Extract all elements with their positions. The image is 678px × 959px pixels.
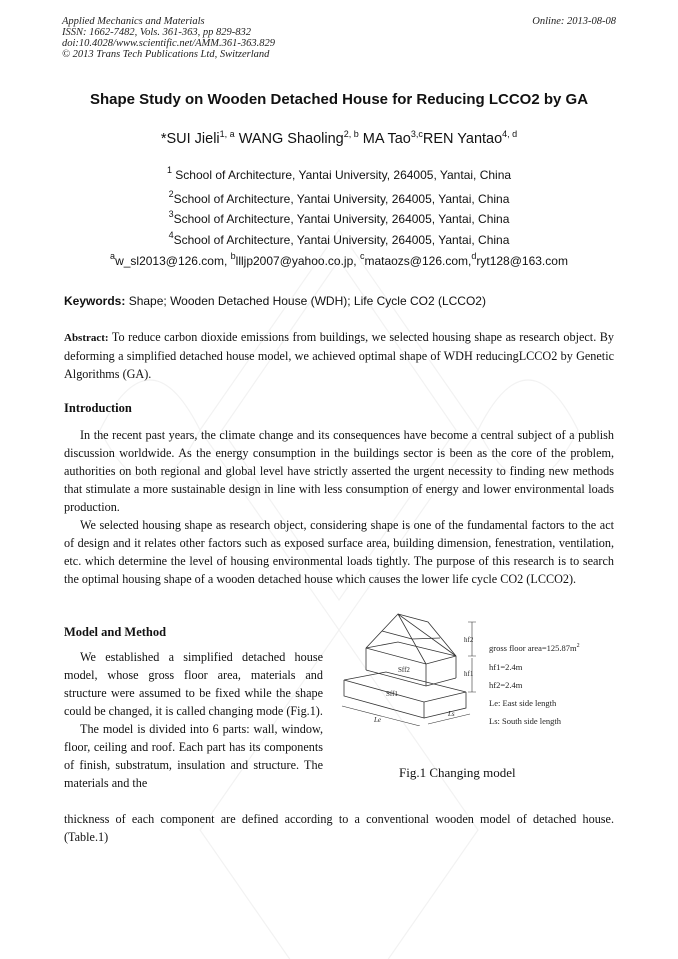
le-label: Le bbox=[374, 716, 381, 724]
email-sup: d bbox=[471, 251, 477, 261]
email-line bbox=[0, 251, 678, 268]
doi-line: doi:10.4028/www.scientific.net/AMM.361-363.829 bbox=[62, 38, 275, 49]
affiliation-text: School of Architecture, Yantai University, 264005, Yantai, China bbox=[175, 168, 512, 182]
ls-label: Ls bbox=[448, 710, 455, 718]
email-sup: b bbox=[230, 251, 236, 261]
author-name: REN Yantao bbox=[422, 131, 503, 147]
email-link[interactable]: w_sl2013@126.com, bbox=[115, 254, 228, 268]
affiliation-sup: 2 bbox=[168, 189, 174, 199]
keywords-label: Keywords: bbox=[64, 294, 126, 308]
legend-le: Le: East side length bbox=[489, 698, 557, 708]
paragraph: We established a simplified detached house model, whose gross floor area, materials and structure were assumed to be fixed while the shape could be changed, it is called changing mode (Fig.1). bbox=[64, 650, 323, 718]
legend-hf1: hf1=2.4m bbox=[489, 662, 523, 672]
email-sup: a bbox=[110, 251, 116, 261]
sff2-label: Sff2 bbox=[398, 666, 410, 674]
introduction-heading: Introduction bbox=[64, 401, 132, 415]
paragraph: The model is divided into 6 parts: wall, window, floor, ceiling and roof. Each part has its components of finish, substratum, insulation and structure. The materials and the bbox=[64, 722, 323, 790]
affiliation-sup: 3 bbox=[168, 209, 174, 219]
abstract bbox=[64, 328, 614, 383]
email-link[interactable]: llljp2007@yahoo.co.jp, bbox=[235, 254, 357, 268]
abstract-text: To reduce carbon dioxide emissions from buildings, we selected housing shape as research object. By deforming a simplified detached house model, we achieved optimal shape of WDH reducingLCCO2 by Genetic Algorithms (GA). bbox=[64, 330, 614, 381]
affiliation-4 bbox=[0, 230, 678, 247]
paper-title: Shape Study on Wooden Detached House for Reducing LCCO2 by GA bbox=[89, 91, 589, 108]
hf1-label: hf1 bbox=[464, 670, 474, 678]
paragraph: In the recent past years, the climate change and its consequences have become a central subject of a publish discussion worldwide. As the energy consumption in the buildings sector is been as the core of the problem, authorities on both regional and global level have strictly asserted the urgent necessity to finding new methods that stimulate a more sustainable design in line with less consumption of energy and lower environmental loads production. bbox=[64, 428, 614, 514]
legend-text: gross floor area=125.87m bbox=[489, 643, 577, 653]
paragraph: thickness of each component are defined according to a conventional wooden model of detached house. (Table.1) bbox=[64, 812, 614, 844]
email-sup: c bbox=[359, 251, 365, 261]
affiliation-3 bbox=[0, 209, 678, 226]
model-method-column bbox=[64, 648, 323, 792]
affiliation-text: School of Architecture, Yantai University, 264005, Yantai, China bbox=[173, 212, 510, 226]
legend-sup: 2 bbox=[576, 643, 580, 649]
email-link[interactable]: mataozs@126.com, bbox=[364, 254, 472, 268]
keywords-text: Shape; Wooden Detached House (WDH); Life Cycle CO2 (LCCO2) bbox=[128, 294, 486, 308]
journal-name: Applied Mechanics and Materials bbox=[62, 16, 205, 27]
journal-header bbox=[62, 16, 275, 60]
figure-caption: Fig.1 Changing model bbox=[399, 765, 516, 780]
author-list bbox=[0, 131, 678, 147]
author-name: MA Tao bbox=[362, 131, 411, 147]
affiliation-2 bbox=[0, 189, 678, 206]
legend-ls: Ls: South side length bbox=[489, 716, 562, 726]
keywords-line bbox=[64, 294, 486, 308]
legend-hf2: hf2=2.4m bbox=[489, 680, 523, 690]
author-sup: 3,c bbox=[410, 129, 423, 139]
introduction-body bbox=[64, 426, 614, 588]
copyright-line: © 2013 Trans Tech Publications Ltd, Switzerland bbox=[62, 49, 270, 60]
author-name: WANG Shaoling bbox=[238, 131, 344, 147]
sff1-label: Sff1 bbox=[386, 690, 398, 698]
affiliation-text: School of Architecture, Yantai University, 264005, Yantai, China bbox=[173, 192, 510, 206]
author-name: *SUI Jieli bbox=[160, 131, 220, 147]
model-method-continued bbox=[64, 810, 614, 846]
hf2-label: hf2 bbox=[464, 636, 474, 644]
online-date: Online: 2013-08-08 bbox=[532, 16, 616, 27]
model-method-heading: Model and Method bbox=[64, 625, 167, 639]
legend-gfa bbox=[489, 643, 580, 653]
author-sup: 2, b bbox=[343, 129, 359, 139]
email-link[interactable]: ryt128@163.com bbox=[476, 254, 568, 268]
author-sup: 4, d bbox=[502, 129, 518, 139]
affiliation-text: School of Architecture, Yantai University, 264005, Yantai, China bbox=[173, 233, 510, 247]
house-model-figure bbox=[336, 610, 490, 726]
affiliation-1 bbox=[0, 165, 678, 182]
affiliation-sup: 1 bbox=[166, 165, 172, 175]
affiliation-sup: 4 bbox=[168, 230, 174, 240]
abstract-label: Abstract: bbox=[64, 332, 109, 344]
issn-line: ISSN: 1662-7482, Vols. 361-363, pp 829-832 bbox=[62, 27, 251, 38]
author-sup: 1, a bbox=[219, 129, 235, 139]
paragraph: We selected housing shape as research object, considering shape is one of the fundamental factors to the act of design and it relates other factors such as exposed surface area, building dimension, fenestration, ventilation, etc. which determine the level of housing environmental loads tightly. The purpose of this research is to search the optimal housing shape of a wooden detached house which causes the lower life cycle CO2 (LCCO2). bbox=[64, 518, 614, 586]
